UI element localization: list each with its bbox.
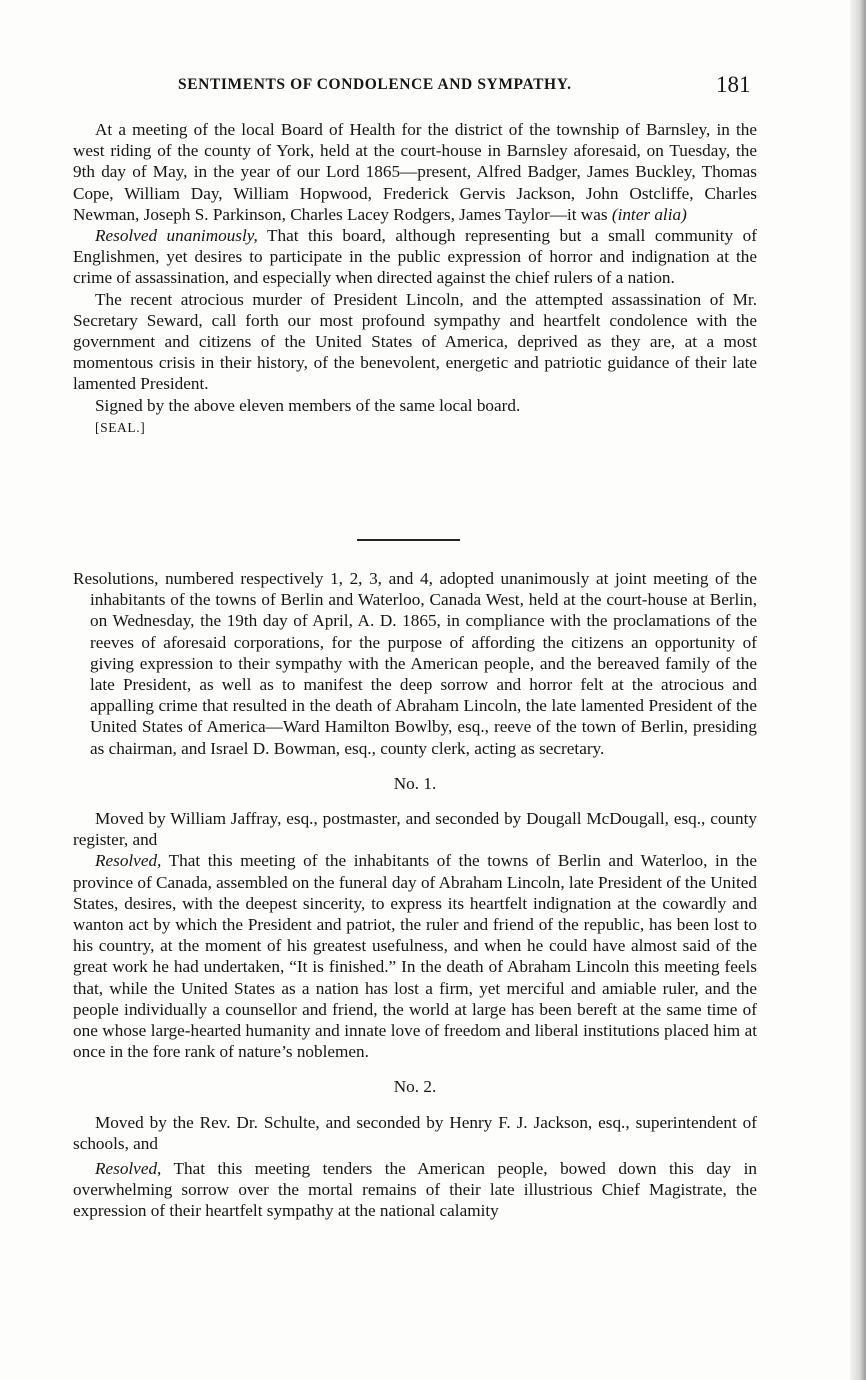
page-edge-shadow bbox=[850, 0, 866, 1380]
seal-text: [SEAL.] bbox=[95, 419, 146, 435]
resolution-2-resolved bbox=[73, 1158, 757, 1222]
barnsley-intro-paragraph bbox=[73, 119, 757, 225]
resolved-label: Resolved, bbox=[95, 851, 162, 871]
resolution-1-text: That this meeting of the inhabitants of the towns of Berlin and Waterloo, in the province of Canada, assembled on the funeral day of Abraham Lincoln, late President of the United States, desires, with the deepest sincerity, to express its heartfelt indignation at the cowardly and wanton act by which the President and patriot, the ruler and friend of the republic, has been lost to his country, at the moment of his greatest usefulness, and when he could have almost said of the great work he had undertaken, “It is finished.” In the death of Abraham Lincoln this meeting feels that, while the United States as a nation has lost a firm, yet merciful and amiable ruler, and the people individually a counsellor and friend, the world at large has been bereft at the same time of one whose large-hearted humanity and innate love of freedom and liberal institutions placed him at once in the fore rank of nature’s noblemen. bbox=[73, 851, 757, 1062]
running-title: SENTIMENTS OF CONDOLENCE AND SYMPATHY. bbox=[178, 76, 572, 93]
barnsley-sympathy-paragraph: The recent atrocious murder of President Lincoln, and the attempted assassination of Mr. Secretary Seward, call forth our most profound sympathy and heartfelt condolence with the government and citizens of the United States of America, deprived as they are, at a most momentous crisis in their history, of the benevolent, energetic and patriotic guidance of their late lamented President. bbox=[73, 289, 757, 394]
resolution-heading-no-2: No. 2. bbox=[393, 1077, 437, 1097]
berlin-waterloo-intro: Resolutions, numbered respectively 1, 2, 3, and 4, adopted unanimously at joint meeting of the inhabitants of the towns of Berlin and Waterloo, Canada West, held at the court-house at Berlin, on Wednesday, the 19th day of April, A. D. 1865, in compliance with the proclamations of the reeves of aforesaid corporations, for the purpose of affording the citizens an opportunity of giving expression to their sympathy with the American people, and the bereaved family of the late President, as well as to manifest the deep sorrow and horror felt at the atrocious and appalling crime that resulted in the death of Abraham Lincoln, the late lamented President of the United States of America—Ward Hamilton Bowlby, esq., reeve of the town of Berlin, presiding as chairman, and Israel D. Bowman, esq., county clerk, acting as secretary. bbox=[73, 569, 757, 758]
berlin-waterloo-resolutions bbox=[73, 568, 757, 1222]
resolved-label: Resolved, bbox=[95, 1159, 162, 1179]
barnsley-resolution bbox=[73, 119, 757, 438]
section-divider bbox=[357, 539, 460, 541]
seal-mark bbox=[73, 416, 757, 438]
resolved-unanimously-label: Resolved unanimously, bbox=[95, 226, 258, 246]
barnsley-resolved-paragraph bbox=[73, 225, 757, 289]
resolution-2-moved: Moved by the Rev. Dr. Schulte, and seconded by Henry F. J. Jackson, esq., superintendent of schools, and bbox=[73, 1112, 757, 1153]
inter-alia-note: (inter alia) bbox=[611, 204, 687, 224]
running-header bbox=[0, 72, 866, 106]
barnsley-signature-line: Signed by the above eleven members of the same local board. bbox=[95, 395, 521, 415]
barnsley-resolved-text: That this board, although representing but a small community of Englishmen, yet desires to participate in the public expression of horror and indignation at the crime of assassination, and especially when directed against the chief rulers of a nation. bbox=[73, 226, 757, 288]
resolution-1-moved: Moved by William Jaffray, esq., postmaster, and seconded by Dougall McDougall, esq., county register, and bbox=[73, 809, 757, 850]
resolution-1-resolved bbox=[73, 850, 757, 1062]
barnsley-intro-text: At a meeting of the local Board of Health for the district of the township of Barnsley, in the west riding of the county of York, held at the court-house in Barnsley aforesaid, on Tuesday, the 9th day of May, in the year of our Lord 1865—present, Alfred Badger, James Buckley, Thomas Cope, William Day, William Hopwood, Frederick Gervis Jackson, John Ostcliffe, Charles Newman, Joseph S. Parkinson, Charles Lacey Rodgers, James Taylor—it was bbox=[73, 120, 757, 224]
resolution-heading-no-1: No. 1. bbox=[393, 773, 437, 793]
page-number: 181 bbox=[716, 72, 751, 97]
resolution-2-text: That this meeting tenders the American people, bowed down this day in overwhelming sorrow over the mortal remains of their late illustrious Chief Magistrate, the expression of their heartfelt sympathy at the national calamity bbox=[73, 1159, 757, 1221]
